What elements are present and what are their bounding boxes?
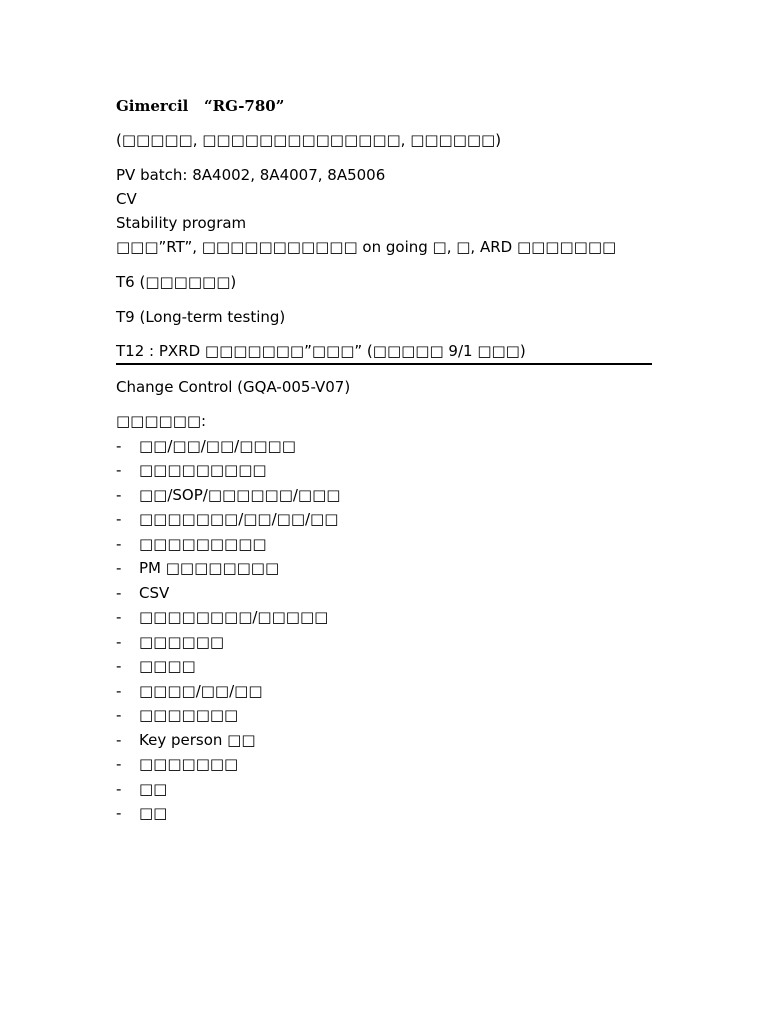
list-item-text: PM □□□□□□□□ — [139, 559, 280, 577]
list-item-text: □□/SOP/□□□□□□/□□□ — [139, 486, 341, 504]
t6-line: T6 (□□□□□□) — [116, 273, 237, 291]
bullet-mark: - — [116, 461, 122, 479]
list-item-text: □□ — [139, 804, 168, 822]
list-item-text: □□□□□□□ — [139, 755, 239, 773]
document-title: Gimercil “RG-780” — [116, 97, 285, 115]
bullet-mark: - — [116, 731, 122, 749]
bullet-mark: - — [116, 804, 122, 822]
t12-line: T12 : PXRD □□□□□□□”□□□” (□□□□□ 9/1 □□□) — [116, 342, 526, 360]
bullet-mark: - — [116, 657, 122, 675]
list-item-text: □□□□□□□ — [139, 706, 239, 724]
t9-line: T9 (Long-term testing) — [116, 308, 286, 326]
pv-batch-line: PV batch: 8A4002, 8A4007, 8A5006 — [116, 166, 386, 184]
bullet-mark: - — [116, 437, 122, 455]
bullet-mark: - — [116, 486, 122, 504]
bullet-mark: - — [116, 633, 122, 651]
stability-program-line: Stability program — [116, 214, 247, 232]
bullet-mark: - — [116, 559, 122, 577]
title-note: (□□□□□, □□□□□□□□□□□□□□, □□□□□□) — [116, 131, 502, 149]
list-item-text: □□ — [139, 780, 168, 798]
list-item-text: □□□□/□□/□□ — [139, 682, 263, 700]
list-item-text: □□/□□/□□/□□□□ — [139, 437, 296, 455]
list-item-text: □□□□□□□□/□□□□□ — [139, 608, 329, 626]
bullet-mark: - — [116, 584, 122, 602]
bullet-mark: - — [116, 608, 122, 626]
list-item-text: □□□□ — [139, 657, 196, 675]
bullet-mark: - — [116, 535, 122, 553]
bullet-mark: - — [116, 510, 122, 528]
list-item-text: □□□□□□□□□ — [139, 461, 267, 479]
list-item-text: Key person □□ — [139, 731, 256, 749]
horizontal-divider — [116, 363, 652, 365]
list-item-text: □□□□□□□/□□/□□/□□ — [139, 510, 339, 528]
bullet-mark: - — [116, 780, 122, 798]
list-heading: □□□□□□: — [116, 412, 207, 430]
list-item-text: □□□□□□ — [139, 633, 225, 651]
rt-note-line: □□□”RT”, □□□□□□□□□□□ on going □, □, ARD □□□□□□□ — [116, 238, 617, 256]
change-control-line: Change Control (GQA-005-V07) — [116, 378, 351, 396]
list-item-text: □□□□□□□□□ — [139, 535, 267, 553]
bullet-mark: - — [116, 755, 122, 773]
cv-line: CV — [116, 190, 137, 208]
list-item-text: CSV — [139, 584, 170, 602]
bullet-mark: - — [116, 682, 122, 700]
bullet-mark: - — [116, 706, 122, 724]
